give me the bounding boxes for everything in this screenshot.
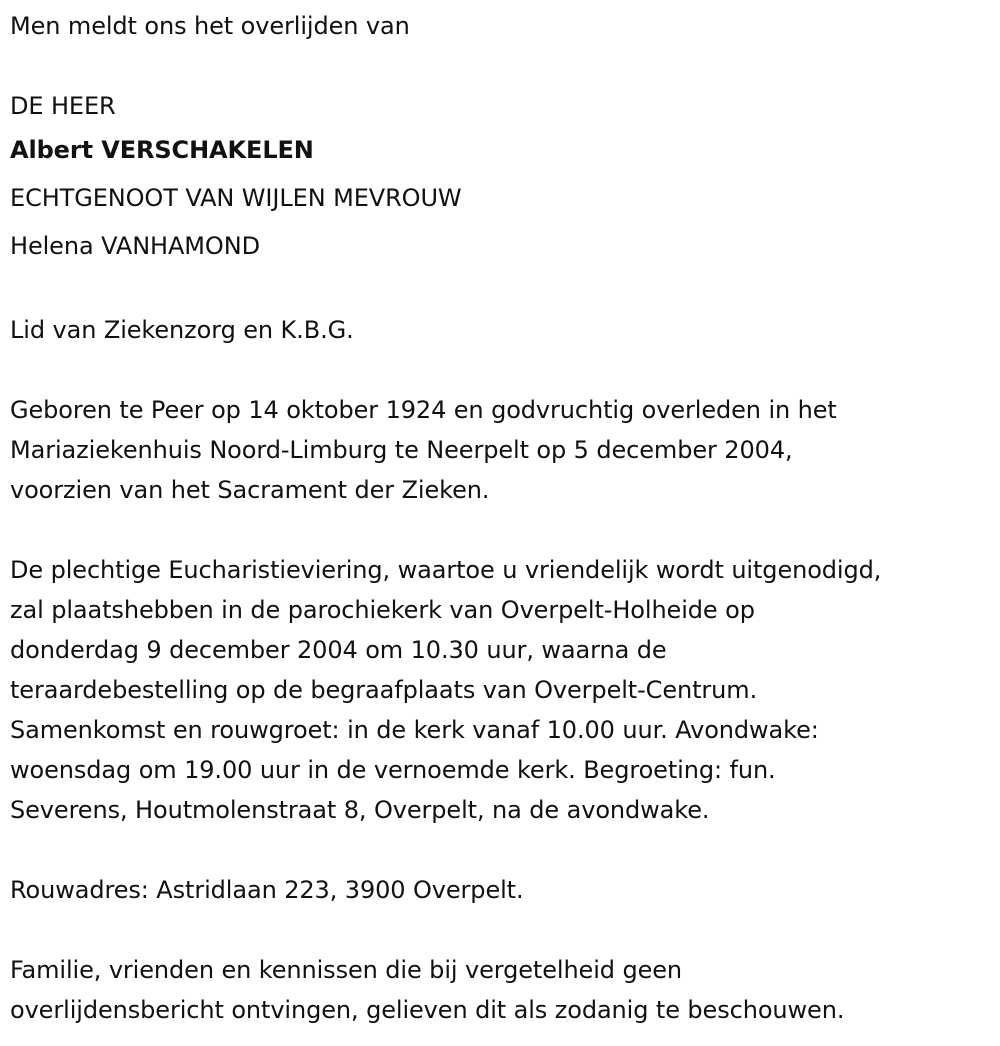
paragraph-gap	[10, 46, 995, 86]
paragraph-line: Severens, Houtmolenstraat 8, Overpelt, na de avondwake.	[10, 796, 710, 824]
membership-line: Lid van Ziekenzorg en K.B.G.	[10, 316, 354, 344]
paragraph-line: teraardebestelling op de begraafplaats van Overpelt-Centrum.	[10, 676, 758, 704]
paragraph-gap	[10, 510, 995, 550]
paragraph-line: zal plaatshebben in de parochiekerk van Overpelt-Holheide op	[10, 596, 755, 624]
paragraph-line: De plechtige Eucharistieviering, waartoe u vriendelijk wordt uitgenodigd,	[10, 556, 882, 584]
paragraph-line: voorzien van het Sacrament der Zieken.	[10, 476, 490, 504]
obituary-notice	[10, 6, 995, 1030]
intro-line: Men meldt ons het overlijden van	[10, 12, 410, 40]
title-line: DE HEER	[10, 92, 116, 120]
mourning-address: Rouwadres: Astridlaan 223, 3900 Overpelt.	[10, 876, 524, 904]
paragraph-gap	[10, 350, 995, 390]
paragraph-gap	[10, 910, 995, 950]
deceased-name: Albert VERSCHAKELEN	[10, 136, 314, 164]
paragraph-line: Samenkomst en rouwgroet: in de kerk vanaf 10.00 uur. Avondwake:	[10, 716, 819, 744]
paragraph-line: Geboren te Peer op 14 oktober 1924 en godvruchtig overleden in het	[10, 396, 837, 424]
ceremony-paragraph	[10, 550, 995, 830]
closing-paragraph	[10, 950, 995, 1030]
spouse-name: Helena VANHAMOND	[10, 232, 260, 260]
paragraph-line: woensdag om 19.00 uur in de vernoemde kerk. Begroeting: fun.	[10, 756, 776, 784]
paragraph-gap	[10, 270, 995, 310]
paragraph-line: Familie, vrienden en kennissen die bij vergetelheid geen	[10, 956, 683, 984]
paragraph-line: Mariaziekenhuis Noord-Limburg te Neerpelt op 5 december 2004,	[10, 436, 793, 464]
paragraph-line: donderdag 9 december 2004 om 10.30 uur, waarna de	[10, 636, 667, 664]
paragraph-gap	[10, 830, 995, 870]
deceased-header	[10, 86, 995, 270]
relation-line: ECHTGENOOT VAN WIJLEN MEVROUW	[10, 184, 462, 212]
paragraph-line: overlijdensbericht ontvingen, gelieven dit als zodanig te beschouwen.	[10, 996, 845, 1024]
birth-death-paragraph	[10, 390, 995, 510]
